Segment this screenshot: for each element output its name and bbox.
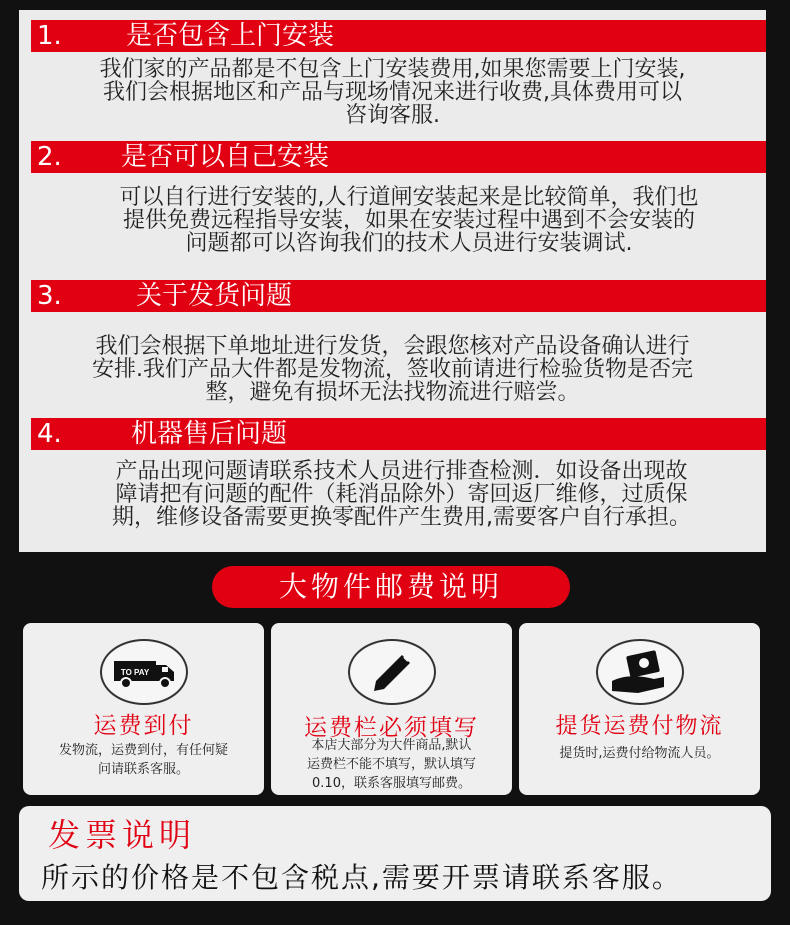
card-description [525, 744, 754, 763]
faq-answer-line: 我们家的产品都是不包含上门安装费用,如果您需要上门安装, [99, 57, 686, 82]
card-description-line: 发物流，运费到付，有任何疑 [58, 743, 228, 758]
faq-number: 2. [37, 142, 62, 172]
card-description-line: 本店大部分为大件商品,默认 [311, 738, 472, 753]
faq-heading-self-install [31, 141, 766, 173]
faq-answer-line: 安排.我们产品大件都是发物流，签收前请进行检验货物是否完 [92, 357, 693, 382]
invoice-title: 发票说明 [48, 816, 197, 854]
faq-title: 关于发货问题 [136, 281, 293, 311]
money-hand-icon [596, 639, 684, 705]
faq-title: 是否可以自己安装 [121, 142, 330, 172]
faq-answer-line: 障请把有问题的配件（耗消品除外）寄回返厂维修，过质保 [115, 482, 688, 507]
shipping-card-cod [23, 623, 264, 795]
faq-number: 1. [37, 21, 62, 51]
faq-title: 机器售后问题 [131, 419, 288, 449]
faq-answer-line: 可以自行进行安装的,人行道闸安装起来是比较简单，我们也 [119, 185, 699, 210]
faq-answer-line: 问题都可以咨询我们的技术人员进行安装调试. [185, 231, 633, 256]
card-title: 运费到付 [93, 713, 194, 739]
faq-answer-line: 期，维修设备需要更换零配件产生费用,需要客户自行承担。 [112, 505, 691, 530]
faq-answer-line: 整，避免有损坏无法找物流进行赔尝。 [205, 380, 580, 405]
invoice-panel [19, 806, 771, 901]
card-description-line: 提货时,运费付给物流人员。 [559, 746, 720, 761]
faq-number: 3. [37, 281, 62, 311]
faq-title: 是否包含上门安装 [126, 21, 335, 51]
card-title: 提货运费付物流 [555, 714, 724, 739]
faq-number: 4. [37, 419, 62, 449]
faq-answer-line: 我们会根据下单地址进行发货，会跟您核对产品设备确认进行 [95, 334, 690, 359]
faq-answer-after-sales [49, 460, 754, 529]
pen-icon [348, 639, 436, 705]
faq-answer-line: 产品出现问题请联系技术人员进行排查检测．如设备出现故 [115, 459, 688, 484]
shipping-section-title: 大物件邮费说明 [212, 566, 570, 608]
card-description-line: 运费栏不能不填写，默认填写 [306, 757, 476, 772]
faq-answer-shipping [29, 335, 756, 404]
faq-panel [19, 10, 766, 552]
faq-answer-self-install [59, 186, 759, 255]
faq-answer-line: 我们会根据地区和产品与现场情况来进行收费,具体费用可以 [103, 80, 682, 105]
shipping-card-fill-fee [271, 623, 512, 795]
shipping-card-pickup [519, 623, 760, 795]
truck-icon [100, 639, 188, 705]
faq-answer-install [29, 58, 756, 127]
truck-icon-label: TO PAY [120, 668, 149, 677]
faq-heading-shipping [31, 280, 766, 312]
card-description-line: 问请联系客服。 [97, 762, 189, 777]
faq-heading-after-sales [31, 418, 766, 450]
invoice-text: 所示的价格是不包含税点,需要开票请联系客服。 [41, 861, 682, 894]
card-description [29, 741, 258, 779]
card-description-line: 0.10，联系客服填写邮费。 [312, 776, 471, 791]
faq-answer-line: 咨询客服. [345, 103, 440, 128]
card-title: 运费栏必须填写 [304, 715, 479, 741]
faq-answer-line: 提供免费远程指导安装，如果在安装过程中遇到不会安装的 [122, 208, 695, 233]
card-description [277, 736, 506, 793]
faq-heading-install [31, 20, 766, 52]
